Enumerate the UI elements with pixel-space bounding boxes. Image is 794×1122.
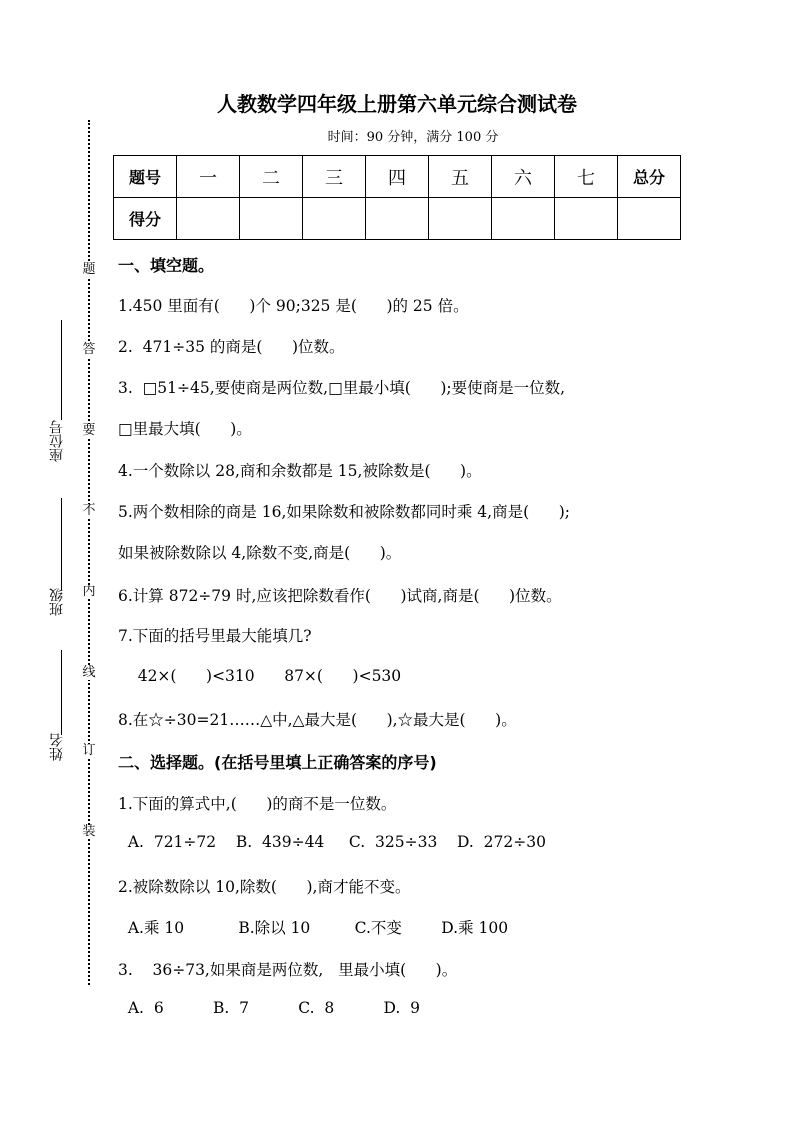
option-line: A. 6 B. 7 C. 8 D. 9 xyxy=(118,999,421,1017)
seat-number-blank[interactable] xyxy=(61,320,62,420)
name-blank[interactable] xyxy=(61,650,62,735)
score-cell[interactable] xyxy=(429,198,492,240)
page-title: 人教数学四年级上册第六单元综合测试卷 xyxy=(217,92,577,116)
class-label: 班级 xyxy=(49,588,65,616)
exam-info: 时间：90 分钟，满分 100 分 xyxy=(327,130,499,145)
option-line: A.乘 10 B.除以 10 C.不变 D.乘 100 xyxy=(118,919,509,937)
score-table-header-row xyxy=(114,156,681,198)
question-line: 1.450 里面有( )个 90;325 是( )的 25 倍。 xyxy=(118,297,469,315)
question-line: □里最大填( )。 xyxy=(118,420,252,438)
binding-dotted-line xyxy=(88,120,90,985)
score-cell[interactable] xyxy=(366,198,429,240)
question-line: 5.两个数相除的商是 16,如果除数和被除数都同时乘 4,商是( ); xyxy=(118,503,570,521)
header-cell: 五 xyxy=(429,156,492,198)
binding-char: 题 xyxy=(82,262,96,277)
question-line: 42×( )<310 87×( )<530 xyxy=(118,667,402,685)
question-line: 4.一个数除以 28,商和余数都是 15,被除数是( )。 xyxy=(118,462,482,480)
score-cell[interactable] xyxy=(177,198,240,240)
question-line: 8.在☆÷30=21……△中,△最大是( ),☆最大是( )。 xyxy=(118,711,517,729)
header-cell: 总分 xyxy=(618,156,681,198)
binding-char: 订 xyxy=(82,743,96,758)
name-label: 姓名 xyxy=(49,733,65,761)
question-line: 7.下面的括号里最大能填几? xyxy=(118,627,312,645)
score-cell[interactable] xyxy=(618,198,681,240)
section-2-heading: 二、选择题。(在括号里填上正确答案的序号) xyxy=(118,753,437,772)
score-cell[interactable] xyxy=(555,198,618,240)
binding-char: 线 xyxy=(82,665,96,680)
section-1-heading: 一、填空题。 xyxy=(118,256,215,275)
binding-char: 答 xyxy=(82,342,96,357)
question-line: 2.被除数除以 10,除数( ),商才能不变。 xyxy=(118,878,411,896)
header-cell: 三 xyxy=(303,156,366,198)
score-table-score-row xyxy=(114,198,681,240)
binding-char: 内 xyxy=(82,584,96,599)
question-line: 2. 471÷35 的商是( )位数。 xyxy=(118,338,345,356)
binding-char: 装 xyxy=(82,824,96,839)
question-line: 3. □51÷45,要使商是两位数,□里最小填( );要使商是一位数, xyxy=(118,379,566,397)
header-cell: 二 xyxy=(240,156,303,198)
question-line: 6.计算 872÷79 时,应该把除数看作( )试商,商是( )位数。 xyxy=(118,587,562,605)
header-cell: 七 xyxy=(555,156,618,198)
score-cell[interactable] xyxy=(492,198,555,240)
class-blank[interactable] xyxy=(61,498,62,590)
score-label-cell: 得分 xyxy=(114,198,177,240)
score-cell[interactable] xyxy=(303,198,366,240)
question-line: 3. 36÷73,如果商是两位数, 里最小填( )。 xyxy=(118,961,458,979)
question-line: 如果被除数除以 4,除数不变,商是( )。 xyxy=(118,544,402,562)
header-cell: 六 xyxy=(492,156,555,198)
score-cell[interactable] xyxy=(240,198,303,240)
option-line: A. 721÷72 B. 439÷44 C. 325÷33 D. 272÷30 xyxy=(118,833,546,851)
binding-char: 要 xyxy=(82,423,96,438)
seat-number-label: 座位号 xyxy=(49,420,65,462)
score-table xyxy=(113,155,681,240)
question-line: 1.下面的算式中,( )的商不是一位数。 xyxy=(118,795,397,813)
header-cell: 四 xyxy=(366,156,429,198)
header-cell: 题号 xyxy=(114,156,177,198)
header-cell: 一 xyxy=(177,156,240,198)
binding-char: 不 xyxy=(82,503,96,518)
